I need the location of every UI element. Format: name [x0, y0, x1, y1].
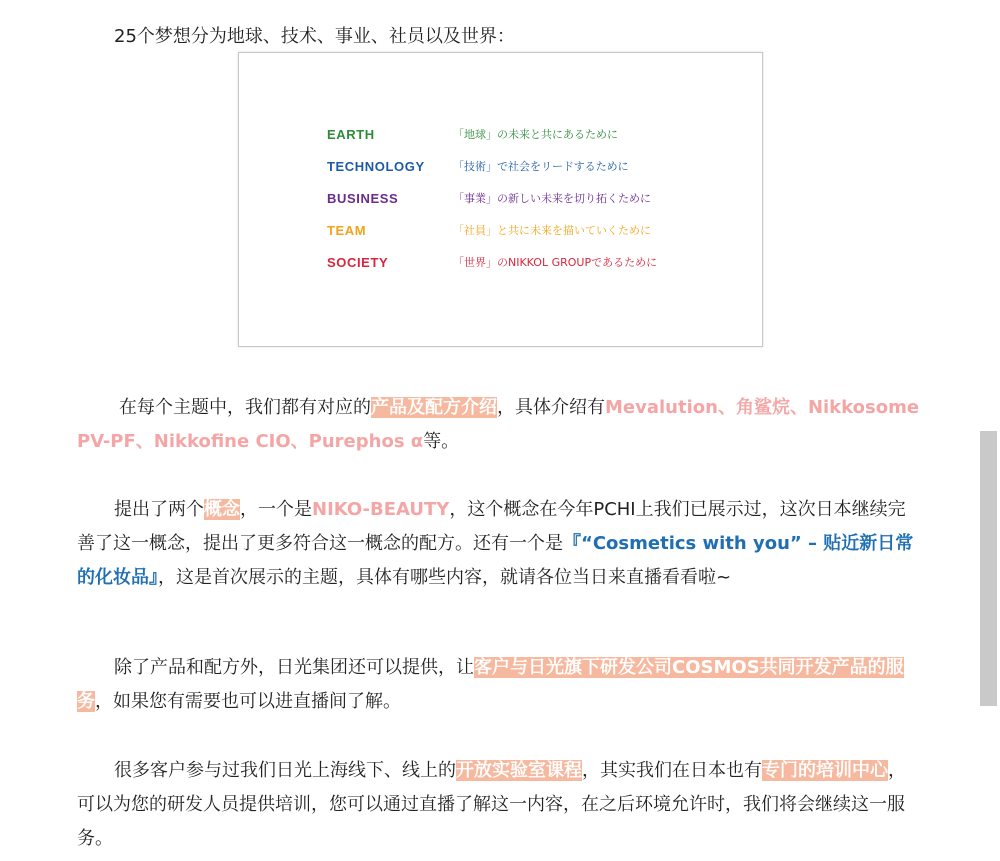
p4-pre: 很多客户参与过我们日光上海线下、线上的	[114, 760, 456, 781]
p3-pre: 除了产品和配方外，日光集团还可以提供，让	[114, 657, 474, 678]
theme-desc-technology: 「技術」で社会をリードするために	[453, 160, 629, 173]
intro-paragraph	[77, 20, 922, 54]
p4-mid: ，其实我们在日本也有	[582, 760, 762, 781]
highlight-cosmos-service: 客户与日光旗下研发公司COSMOS共同开发产品的服务	[77, 657, 904, 712]
product-list: Mevalution、角鲨烷、Nikkosome PV-PF、Nikkofine CIO、Purephos α	[77, 397, 920, 452]
p2-pre: 提出了两个	[114, 499, 204, 520]
highlight-training-center: 专门的培训中心	[762, 760, 888, 781]
theme-label-business: BUSINESS	[327, 191, 399, 206]
highlight-open-lab: 开放实验室课程	[456, 760, 582, 781]
highlight-products-formulas: 产品及配方介绍	[371, 397, 497, 418]
theme-label-team: TEAM	[327, 223, 367, 238]
theme-desc-business: 「事業」の新しい未来を切り拓くために	[453, 192, 651, 205]
p2-mid1: ，一个是	[240, 499, 312, 520]
p4-post: ，可以为您的研发人员提供培训，您可以通过直播了解这一内容，在之后环境允许时，我们将会继续这一服务。	[77, 760, 906, 849]
theme-desc-society: 「世界」のNIKKOL GROUPであるために	[453, 256, 658, 269]
themes-figure	[238, 52, 763, 347]
p1-post: 等。	[423, 431, 460, 452]
cosmetics-with-you-label: 『“Cosmetics with you” – 贴近新日常的化妆品』	[77, 533, 914, 588]
theme-label-society: SOCIETY	[327, 255, 389, 270]
p2-mid2: ，这个概念在今年PCHI上我们已展示过，这次日本继续完善了这一概念，提出了更多符合这一概念的配方。还有一个是	[77, 499, 906, 554]
theme-label-technology: TECHNOLOGY	[327, 159, 425, 174]
scrollbar-thumb[interactable]	[980, 431, 997, 706]
intro-text: 25个梦想分为地球、技术、事业、社员以及世界：	[114, 26, 515, 47]
theme-desc-team: 「社員」と共に未来を描いていくために	[453, 224, 651, 237]
p3-post: ，如果您有需要也可以进直播间了解。	[95, 691, 401, 712]
theme-desc-earth: 「地球」の未来と共にあるために	[453, 128, 618, 141]
paragraph-products	[77, 391, 922, 459]
vertical-scrollbar[interactable]	[980, 0, 1000, 861]
paragraph-training	[77, 754, 922, 856]
paragraph-cosmos-service	[77, 651, 922, 719]
paragraph-concepts	[77, 493, 922, 595]
p1-pre: 在每个主题中，我们都有对应的	[119, 397, 371, 418]
theme-label-earth: EARTH	[327, 127, 375, 142]
niko-beauty-label: NIKO-BEAUTY	[312, 499, 450, 520]
p1-mid: ，具体介绍有	[497, 397, 605, 418]
p2-post: ，这是首次展示的主题，具体有哪些内容，就请各位当日来直播看看啦~	[158, 567, 732, 588]
highlight-concepts: 概念	[204, 499, 240, 520]
